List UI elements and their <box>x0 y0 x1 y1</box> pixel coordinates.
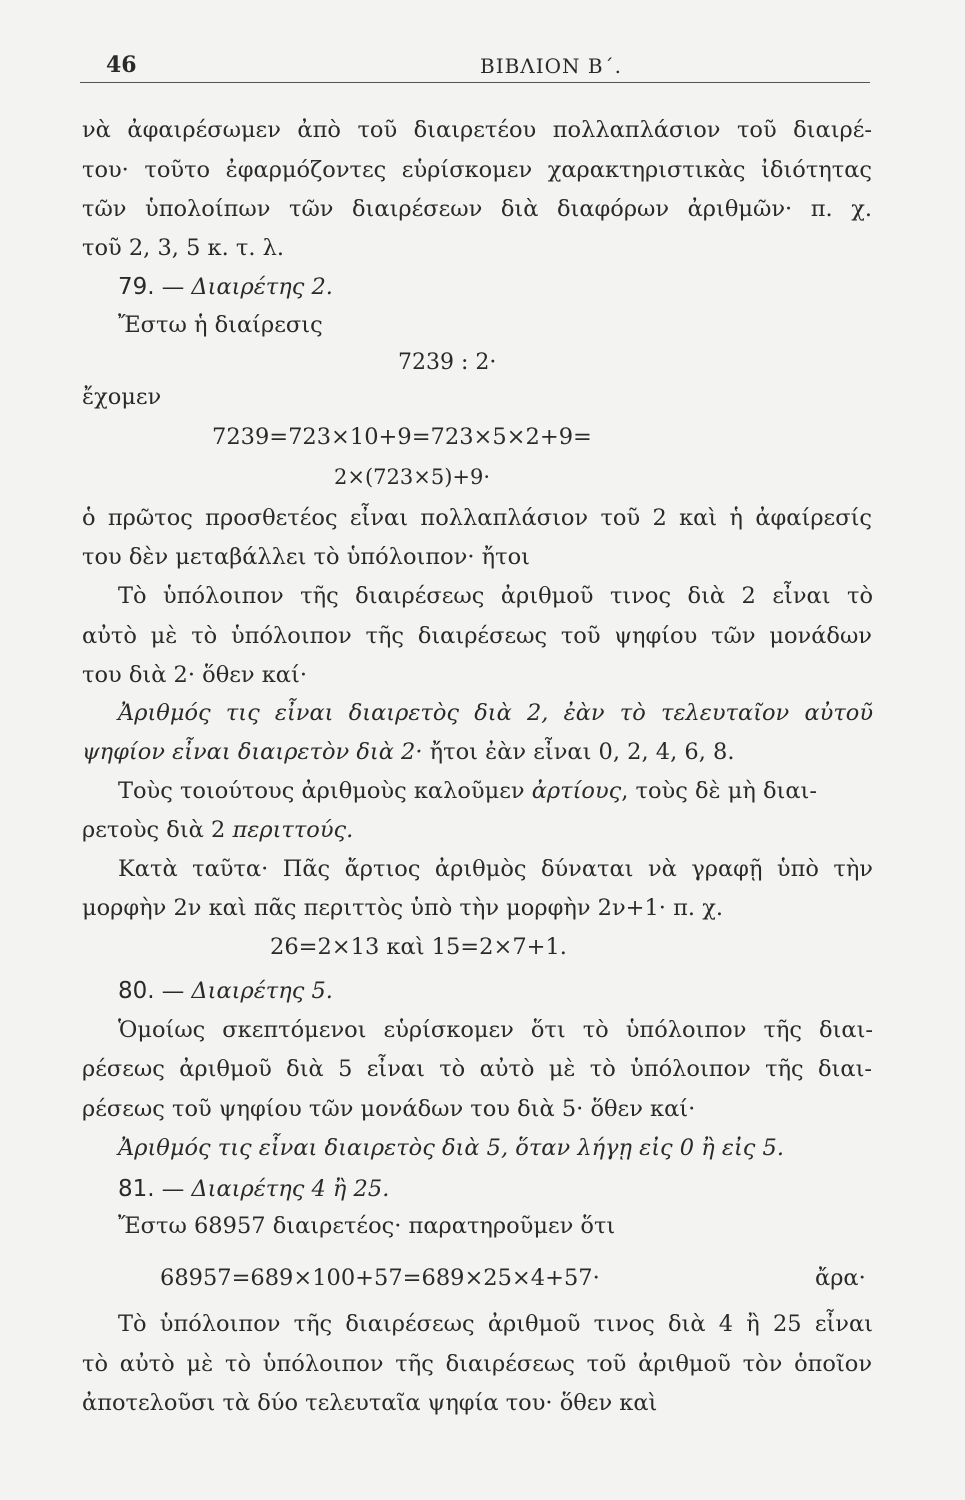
section-number: 81. <box>118 1176 155 1202</box>
text-line: Ἀριθμός τις εἶναι διαιρετὸς διὰ 2, ἐὰν τὸ τελευταῖον αὐτοῦ <box>118 700 873 726</box>
text-roman: , τοὺς δὲ μὴ διαι- <box>621 778 817 804</box>
page-header <box>80 52 870 83</box>
text-line: Κατὰ ταῦτα· Πᾶς ἄρτιος ἀριθμὸς δύναται νὰ γραφῇ ὑπὸ τὴν <box>118 856 873 882</box>
text-line: ἔχομεν <box>82 384 162 410</box>
running-title: ΒΙΒΛΙΟΝ Β΄. <box>480 54 622 78</box>
text-line: του δὲν μεταβάλλει τὸ ὑπόλοιπον· ἤτοι <box>82 544 530 570</box>
text-line: ὁ πρῶτος προσθετέος εἶναι πολλαπλάσιον τοῦ 2 καὶ ἡ ἀφαίρεσίς <box>82 505 872 531</box>
section-heading-79 <box>118 272 908 302</box>
text-line: ρέσεως ἀριθμοῦ διὰ 5 εἶναι τὸ αὐτὸ μὲ τὸ ὑπόλοιπον τῆς διαι- <box>82 1056 872 1082</box>
section-number: 80. <box>118 978 155 1004</box>
text-line: του· τοῦτο ἐφαρμόζοντες εὑρίσκομεν χαρακτηριστικὰς ἰδιότητας <box>82 157 872 183</box>
equation: 68957=689×100+57=689×25×4+57· <box>160 1265 600 1291</box>
equation: 7239=723×10+9=723×5×2+9= <box>212 424 592 450</box>
text-roman: ρετοὺς διὰ 2 <box>82 817 233 843</box>
text-line: Ἀριθμός τις εἶναι διαιρετὸς διὰ 5, ὅταν λήγῃ εἰς 0 ἢ εἰς 5. <box>118 1135 785 1161</box>
text-line: του διὰ 2· ὅθεν καί· <box>82 662 307 688</box>
section-title: Διαιρέτης 2. <box>191 274 333 300</box>
text-roman: Τοὺς τοιούτους ἀριθμοὺς καλοῦμεν <box>118 778 532 804</box>
text-line: Ὁμοίως σκεπτόμενοι εὑρίσκομεν ὅτι τὸ ὑπόλοιπον τῆς διαι- <box>118 1017 873 1043</box>
text-line: μορφὴν 2ν καὶ πᾶς περιττὸς ὑπὸ τὴν μορφὴν 2ν+1· π. χ. <box>82 895 723 921</box>
text-italic: περιττούς. <box>232 817 354 843</box>
section-title: Διαιρέτης 5. <box>191 978 333 1004</box>
equation: 7239 : 2· <box>398 350 497 375</box>
text-line: τὸ αὐτὸ μὲ τὸ ὑπόλοιπον τῆς διαιρέσεως τοῦ ἀριθμοῦ τὸν ὁποῖον <box>82 1351 872 1377</box>
section-dash: — <box>161 978 185 1004</box>
text-line: αὐτὸ μὲ τὸ ὑπόλοιπον τῆς διαιρέσεως τοῦ ψηφίου τῶν μονάδων <box>82 623 872 649</box>
section-title: Διαιρέτης 4 ἢ 25. <box>191 1176 390 1202</box>
text-line: Τὸ ὑπόλοιπον τῆς διαιρέσεως ἀριθμοῦ τινος διὰ 4 ἢ 25 εἶναι <box>118 1311 873 1337</box>
text-line: ἀποτελοῦσι τὰ δύο τελευταῖα ψηφία του· ὅθεν καὶ <box>82 1390 658 1416</box>
equation: 26=2×13 καὶ 15=2×7+1. <box>270 934 567 960</box>
section-dash: — <box>161 274 185 300</box>
text-line: ρέσεως τοῦ ψηφίου τῶν μονάδων του διὰ 5· ὅθεν καί· <box>82 1096 696 1122</box>
section-number: 79. <box>118 274 155 300</box>
section-heading-81 <box>118 1174 908 1204</box>
text-line: Τὸ ὑπόλοιπον τῆς διαιρέσεως ἀριθμοῦ τινος διὰ 2 εἶναι τὸ <box>118 583 873 609</box>
text-italic: ἀρτίους <box>531 778 622 804</box>
text-roman: ἤτοι ἐὰν εἶναι 0, 2, 4, 6, 8. <box>422 739 735 765</box>
text-line: Ἔστω 68957 διαιρετέος· παρατηροῦμεν ὅτι <box>118 1213 616 1239</box>
text-line: τῶν ὑπολοίπων τῶν διαιρέσεων διὰ διαφόρων ἀριθμῶν· π. χ. <box>82 196 872 222</box>
page-number: 46 <box>106 52 137 78</box>
section-heading-80 <box>118 976 908 1006</box>
text-italic: ψηφίον εἶναι διαιρετὸν διὰ 2· <box>82 739 423 765</box>
section-dash: — <box>161 1176 185 1202</box>
text-line <box>118 776 908 806</box>
text-line: Ἔστω ἡ διαίρεσις <box>118 312 323 338</box>
text-line: ἄρα· <box>815 1265 866 1291</box>
equation: 2×(723×5)+9· <box>334 465 491 489</box>
text-line: νὰ ἀφαιρέσωμεν ἀπὸ τοῦ διαιρετέου πολλαπλάσιον τοῦ διαιρέ- <box>82 117 872 143</box>
text-line <box>82 815 872 845</box>
text-line <box>82 737 872 767</box>
text-line: τοῦ 2, 3, 5 κ. τ. λ. <box>82 235 285 261</box>
